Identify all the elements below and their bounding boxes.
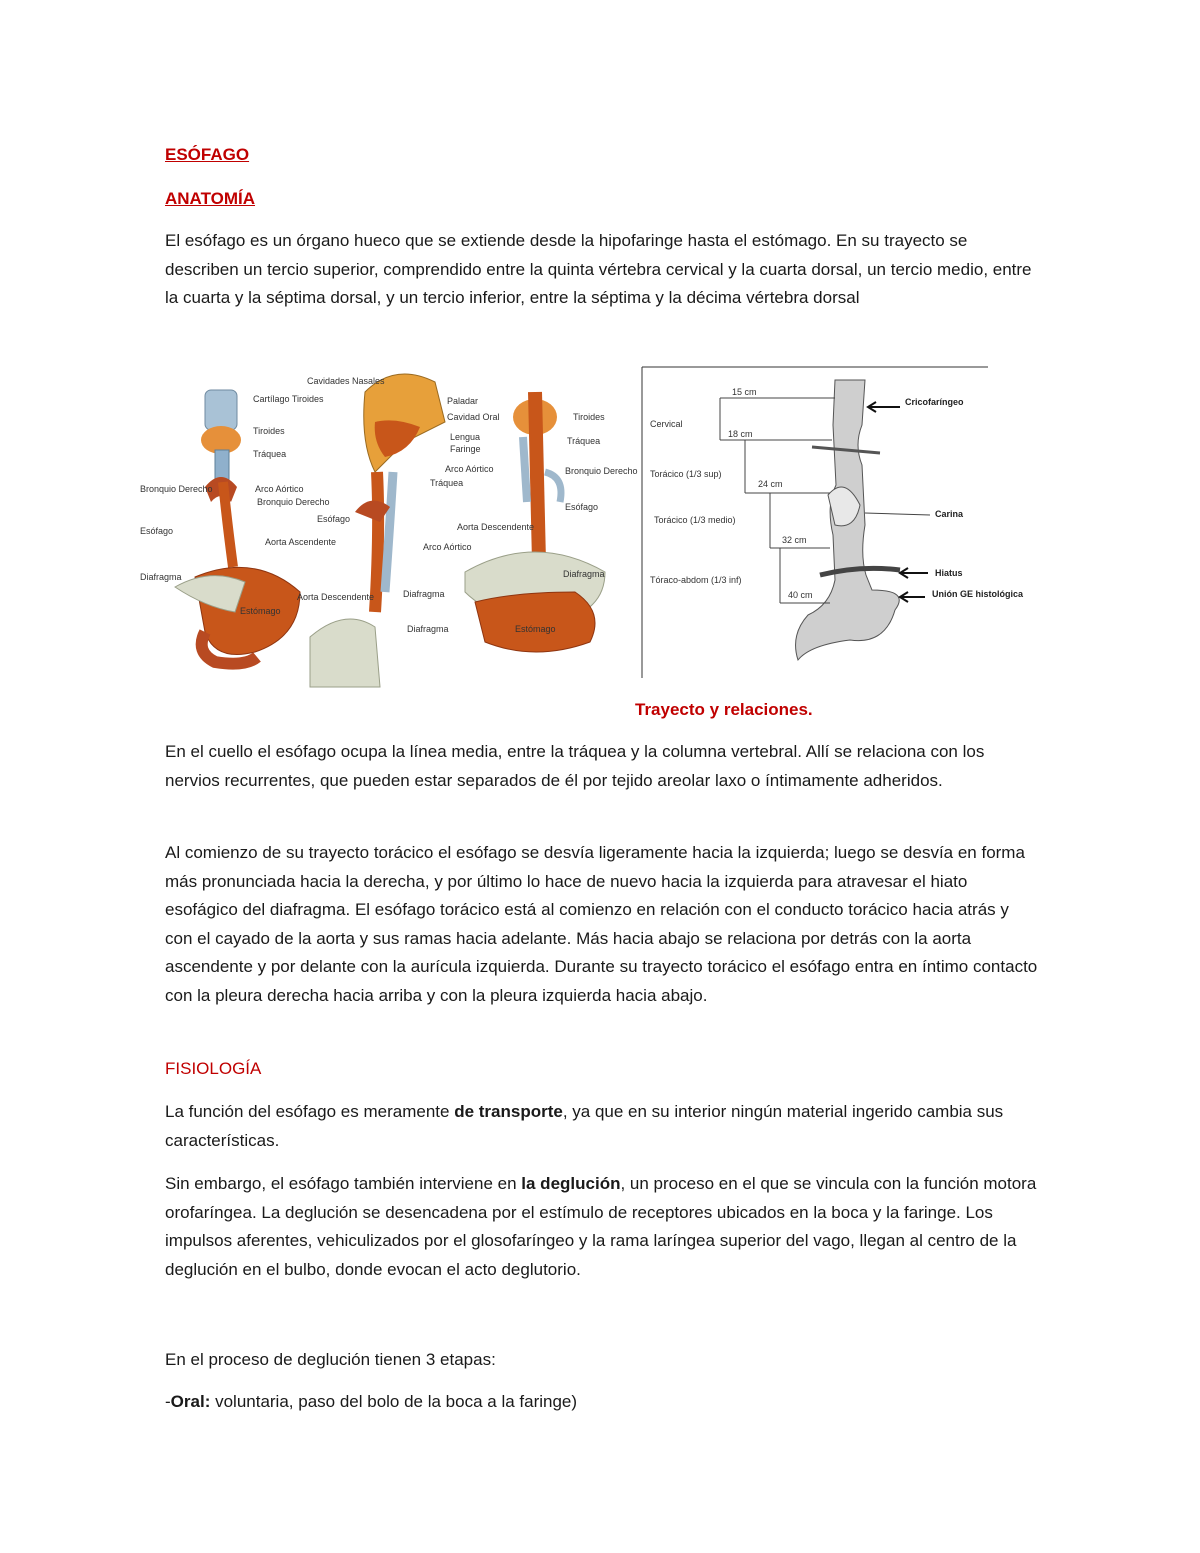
paragraph-funcion: La función del esófago es meramente de transporte, ya que en su interior ningún material ingerido cambia sus características. xyxy=(165,1102,1004,1150)
label-lengua: Lengua xyxy=(450,432,481,442)
figure-caption: Trayecto y relaciones. xyxy=(635,700,813,719)
label-estomago-a: Estómago xyxy=(240,606,281,616)
anatomy-illustration xyxy=(135,362,638,687)
label-estomago-c: Estómago xyxy=(515,624,556,634)
label-cavidad-oral: Cavidad Oral xyxy=(447,412,500,422)
figure-b-lateral-view xyxy=(310,374,445,687)
label-esofago-a: Esófago xyxy=(140,526,174,536)
anatomy-illustration-svg xyxy=(135,362,638,687)
schematic-label-union-ge: Unión GE histológica xyxy=(932,589,1024,599)
schematic-label-cricofaringeo: Cricofaríngeo xyxy=(905,397,964,407)
label-aorta-descendente-b: Aorta Descendente xyxy=(297,592,375,602)
label-aorta-descendente-c: Aorta Descendente xyxy=(457,522,535,532)
label-diafragma-a: Diafragma xyxy=(140,572,182,582)
label-cavidades-nasales: Cavidades Nasales xyxy=(307,376,385,386)
label-aorta-ascendente-a: Aorta Ascendente xyxy=(265,537,337,547)
schematic-label-toracico-medio: Torácico (1/3 medio) xyxy=(654,515,736,525)
section-heading-anatomia: ANATOMÍA xyxy=(165,189,256,208)
paragraph-cuello: En el cuello el esófago ocupa la línea media, entre la tráquea y la columna vertebral. Allí se relaciona con los nervios recurrentes, que pueden estar separados de él por tejido areolar laxo o íntimamente adheridos. xyxy=(165,742,985,790)
label-bronquio-derecho-a1: Bronquio Derecho xyxy=(140,484,213,494)
paragraph-anatomia-intro: El esófago es un órgano hueco que se extiende desde la hipofaringe hasta el estómago. En su trayecto se describen un tercio superior, comprendido entre la quinta vértebra cervical y la cuarta dorsal, un tercio medio, entre la cuarta y la séptima dorsal, y un tercio inferior, entre la séptima y la décima vértebra dorsal xyxy=(165,231,1032,307)
label-diafragma-b1: Diafragma xyxy=(403,589,445,599)
schematic-distance-24: 24 cm xyxy=(758,479,783,489)
schematic-distance-15: 15 cm xyxy=(732,387,757,397)
schematic-label-hiatus: Hiatus xyxy=(935,568,963,578)
label-arco-aortico-b2: Arco Aórtico xyxy=(423,542,472,552)
label-tiroides-a: Tiroides xyxy=(253,426,285,436)
schematic-label-carina: Carina xyxy=(935,509,964,519)
schematic-distance-40: 40 cm xyxy=(788,590,813,600)
esophagus-schematic xyxy=(640,365,1024,680)
schematic-label-toracico-sup: Torácico (1/3 sup) xyxy=(650,469,722,479)
esophagus-schematic-svg xyxy=(640,365,1024,680)
label-bronquio-derecho-a2: Bronquio Derecho xyxy=(257,497,330,507)
label-diafragma-b2: Diafragma xyxy=(407,624,449,634)
paragraph-toracico: Al comienzo de su trayecto torácico el esófago se desvía ligeramente hacia la izquierda; luego se desvía en forma más pronunciada hacia la derecha, y por último lo hace de nuevo hacia la izquierda para atravesar el hiato esofágico del diafragma. El esófago torácico está al comienzo en relación con el conducto torácico hacia atrás y con el cayado de la aorta y sus ramas hacia adelante. Más hacia abajo se relaciona por detrás con la aorta ascendente y por delante con la aurícula izquierda. Durante su trayecto torácico el esófago entra en íntimo contacto con la pleura derecha hacia arriba y con la pleura izquierda hacia abajo. xyxy=(165,843,1038,1005)
label-bronquio-derecho-c: Bronquio Derecho xyxy=(565,466,638,476)
label-cartilago-tiroides: Cartílago Tiroides xyxy=(253,394,324,404)
label-esofago-b: Esófago xyxy=(317,514,351,524)
paragraph-etapas: En el proceso de deglución tienen 3 etapas: xyxy=(165,1350,496,1369)
list-item-oral: -Oral: voluntaria, paso del bolo de la boca a la faringe) xyxy=(165,1392,578,1411)
schematic-label-cervical: Cervical xyxy=(650,419,683,429)
label-tiroides-c: Tiroides xyxy=(573,412,605,422)
schematic-label-toraco-abdom: Tóraco-abdom (1/3 inf) xyxy=(650,575,742,585)
section-heading-fisiologia: FISIOLOGÍA xyxy=(165,1059,262,1078)
paragraph-deglucion: Sin embargo, el esófago también interviene en la deglución, un proceso en el que se vincula con la función motora orofaríngea. La deglución se desencadena por el estímulo de receptores ubicados en la boca y la faringe. Los impulsos aferentes, vehiculizados por el glosofaríngeo y la rama laríngea superior del vago, llegan al centro de la deglución en el bulbo, donde evocan el acto deglutorio. xyxy=(165,1174,1037,1279)
label-traquea-b: Tráquea xyxy=(430,478,464,488)
label-diafragma-c: Diafragma xyxy=(563,569,605,579)
label-traquea-c: Tráquea xyxy=(567,436,601,446)
schematic-distance-32: 32 cm xyxy=(782,535,807,545)
schematic-distance-18: 18 cm xyxy=(728,429,753,439)
document-title: ESÓFAGO xyxy=(165,145,250,164)
label-arco-aortico-b1: Arco Aórtico xyxy=(445,464,494,474)
label-faringe: Faringe xyxy=(450,444,481,454)
label-esofago-c: Esófago xyxy=(565,502,599,512)
label-traquea-a: Tráquea xyxy=(253,449,287,459)
label-paladar: Paladar xyxy=(447,396,479,406)
label-arco-aortico-a: Arco Aórtico xyxy=(255,484,304,494)
